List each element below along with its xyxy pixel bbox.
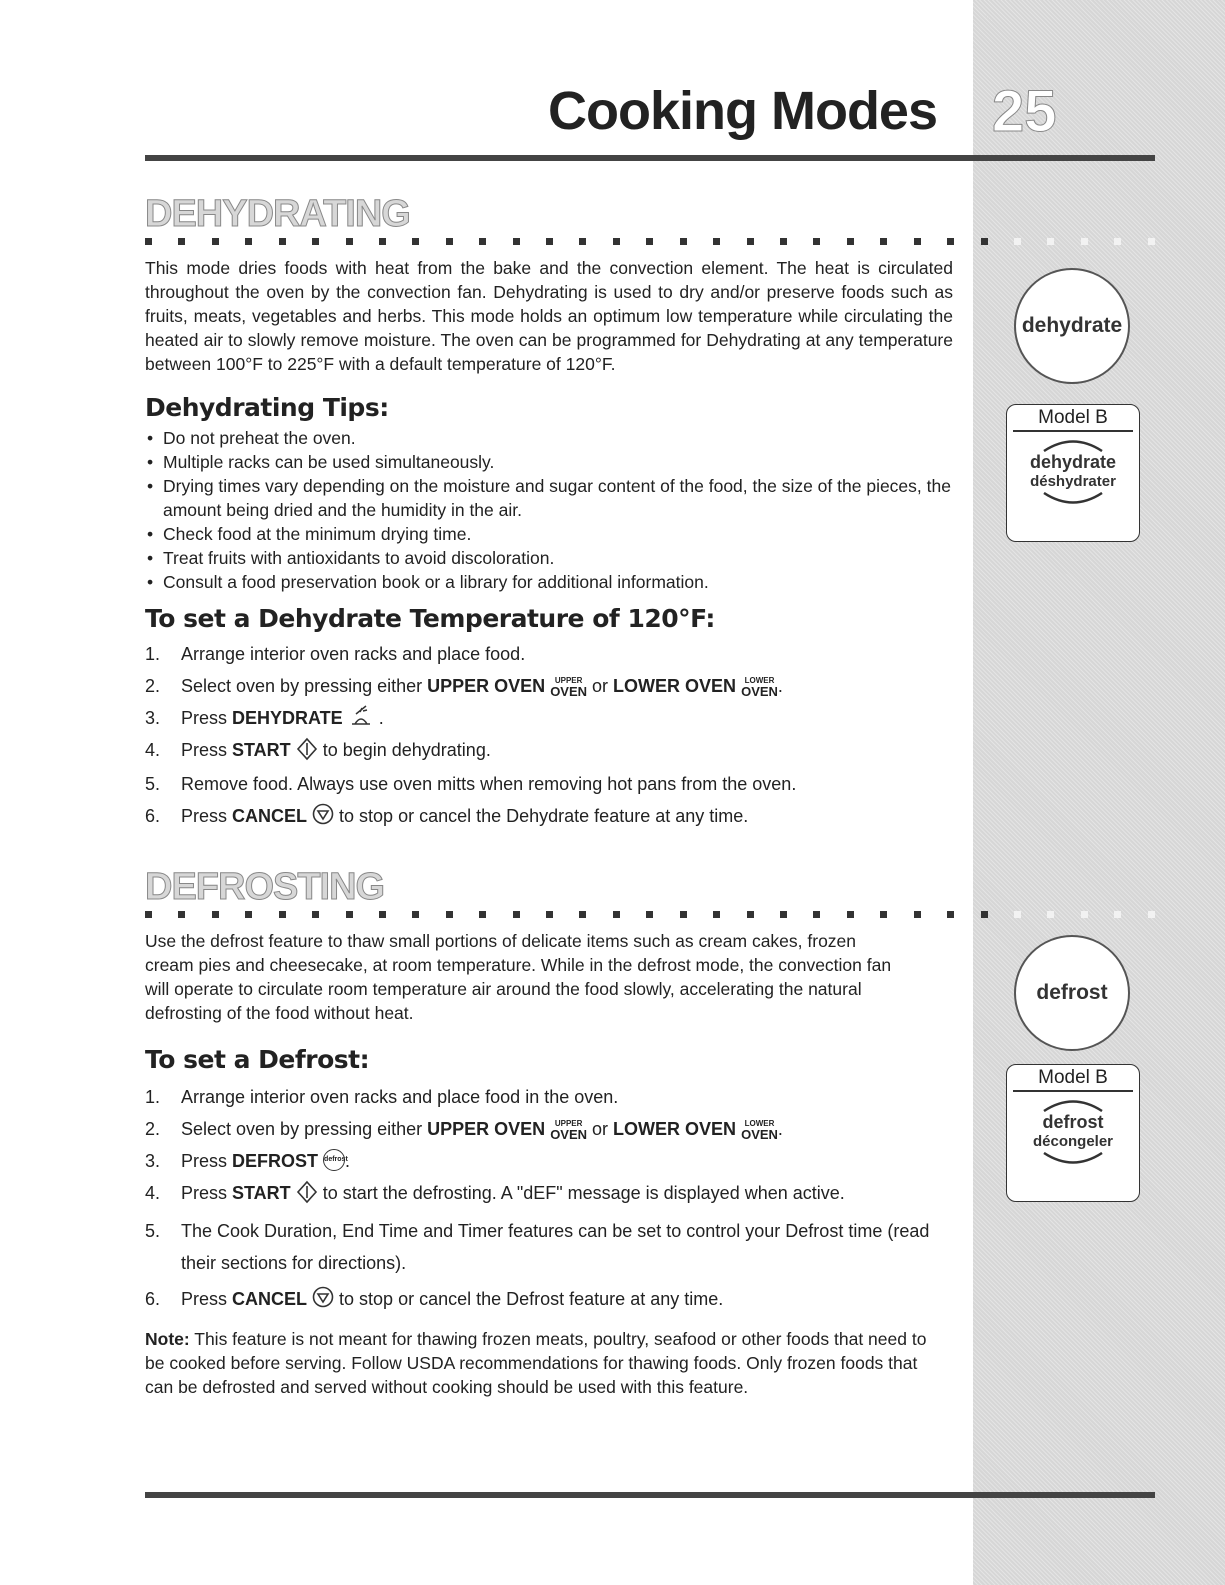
list-item: • Consult a food preservation book or a library for additional information. — [145, 570, 953, 594]
cancel-label: CANCEL — [232, 805, 308, 826]
lower-oven-icon: LOWER OVEN — [741, 1118, 778, 1142]
dehydrate-label: DEHYDRATE — [232, 708, 343, 728]
list-item: • Drying times vary depending on the moisture and sugar content of the food, the size of the pieces, the amount being dried and the humidity in the air. — [145, 474, 953, 522]
lower-oven-label: LOWER OVEN — [613, 1119, 737, 1139]
list-item: 5. The Cook Duration, End Time and Timer features can be set to control your Defrost time (read their sections for directions). — [145, 1220, 930, 1273]
arc-top-icon — [1038, 438, 1108, 452]
lower-oven-icon: LOWER OVEN — [741, 675, 778, 699]
model-b-defrost-panel: Model B defrost décongeler — [1006, 1064, 1140, 1202]
arc-top-icon — [1038, 1098, 1108, 1112]
list-item: 5. Remove food. Always use oven mitts when removing hot pans from the oven. — [145, 773, 797, 794]
upper-oven-label: UPPER OVEN — [427, 676, 546, 696]
list-item: • Check food at the minimum drying time. — [145, 522, 953, 546]
list-item: 1. Arrange interior oven racks and place food. — [145, 644, 526, 664]
start-label: START — [232, 1183, 291, 1204]
defrosting-intro: Use the defrost feature to thaw small portions of delicate items such as cream cakes, frozen cream pies and cheesecake, at room temperature. While in the defrost mode, the convection fan will operate to circulate room temperature air around the food slowly, accelerating the natural defrosting of the food without heat. — [145, 931, 892, 1023]
list-item: • Multiple racks can be used simultaneously. — [145, 450, 953, 474]
list-item: 4. Press START to start the defrosting. A "dEF" message is displayed when active. — [145, 1181, 953, 1206]
list-item: 3. Press DEHYDRATE . — [145, 706, 953, 730]
start-icon — [296, 1180, 318, 1204]
section-title-defrosting: DEFROSTING — [145, 866, 385, 908]
lower-oven-label: LOWER OVEN — [613, 676, 737, 696]
arc-bottom-icon — [1038, 492, 1108, 506]
dehydrate-button-illustration: dehydrate — [1014, 268, 1130, 384]
dehydrate-steps-list — [145, 642, 953, 828]
cancel-icon — [312, 1286, 334, 1308]
list-item: 6. Press CANCEL to stop or cancel the Defrost feature at any time. — [145, 1287, 953, 1311]
defrost-icon: defrost — [323, 1149, 345, 1171]
cancel-label: CANCEL — [232, 1288, 308, 1309]
dehydrating-tips-heading: Dehydrating Tips: — [145, 393, 389, 422]
upper-oven-icon: UPPER OVEN — [550, 675, 588, 699]
defrost-button-illustration: defrost — [1014, 935, 1130, 1051]
dehydrate-steps-heading: To set a Dehydrate Temperature of 120°F: — [145, 604, 715, 633]
defrost-steps-heading: To set a Defrost: — [145, 1045, 370, 1074]
list-item: 4. Press START to begin dehydrating. — [145, 738, 953, 763]
header-rule — [145, 155, 1155, 161]
list-item: 1. Arrange interior oven racks and place food in the oven. — [145, 1087, 619, 1107]
defrost-note: Note: This feature is not meant for thawing frozen meats, poultry, seafood or other foods that need to be cooked before serving. Follow USDA recommendations for thawing foods. Only frozen foods that can be defrosted and served without cooking should be used with this feature. — [145, 1329, 927, 1397]
arc-bottom-icon — [1038, 1152, 1108, 1166]
dotted-divider — [145, 238, 1155, 246]
upper-oven-icon: UPPER OVEN — [550, 1118, 588, 1142]
page-title: Cooking Modes — [548, 81, 937, 141]
page-number: 25 — [992, 79, 1057, 144]
upper-oven-label: UPPER OVEN — [427, 1119, 546, 1139]
list-item: 2. Select oven by pressing either UPPER OVEN UPPER OVEN or LOWER OVEN LOWER OVEN . — [145, 1118, 783, 1142]
list-item: • Do not preheat the oven. — [145, 426, 953, 450]
dehydrating-tips-list — [145, 426, 953, 594]
footer-rule — [145, 1492, 1155, 1498]
dehydrating-intro: This mode dries foods with heat from the bake and the convection element. The heat is circulated throughout the oven by the convection fan. Dehydrating is used to dry and/or preserve foods such as fruits, meats, vegetables and herbs. This mode holds an optimum low temperature while circulating the heated air to slowly remove moisture. The oven can be programmed for Dehydrating at any temperature between 100°F to 225°F with a default temperature of 120°F. — [145, 258, 953, 374]
section-title-dehydrating: DEHYDRATING — [145, 193, 410, 235]
start-label: START — [232, 740, 291, 761]
cancel-icon — [312, 803, 334, 825]
dotted-divider — [145, 911, 1155, 919]
dehydrate-icon — [348, 704, 374, 726]
list-item: 3. Press DEFROST defrost. — [145, 1151, 351, 1171]
list-item: • Treat fruits with antioxidants to avoid discoloration. — [145, 546, 953, 570]
start-icon — [296, 737, 318, 761]
list-item: 6. Press CANCEL to stop or cancel the Dehydrate feature at any time. — [145, 804, 953, 828]
defrost-steps-list — [145, 1085, 953, 1311]
defrost-label: DEFROST — [232, 1151, 319, 1171]
list-item: 2. Select oven by pressing either UPPER OVEN UPPER OVEN or LOWER OVEN LOWER OVEN . — [145, 675, 783, 699]
model-b-dehydrate-panel: Model B dehydrate déshydrater — [1006, 404, 1140, 542]
